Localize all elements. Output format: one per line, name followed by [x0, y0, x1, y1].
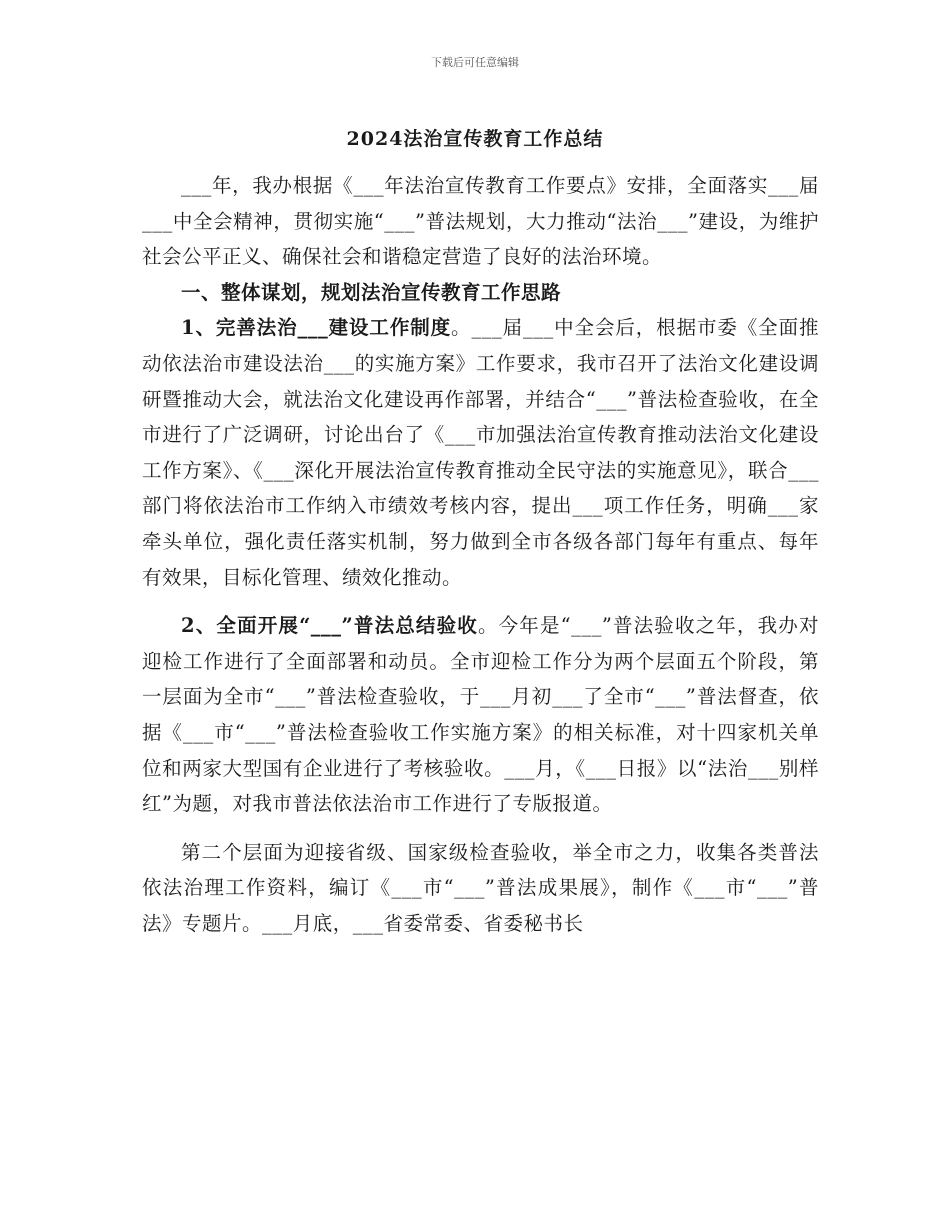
paragraph-item-2: [142, 608, 819, 822]
paragraph-text: 。___届___中全会后，根据市委《全面推动依法治市建设法治___的实施方案》工作要求，我市召开了法治文化建设调研暨推动大会，就法治文化建设再作部署，并结合“___”普法检查验收，在全市进行了广泛调研，讨论出台了《___市加强法治宣传教育推动法治文化建设工作方案》、《___深化开展法治宣传教育推动全民守法的实施意见》，联合___部门将依法治市工作纳入市绩效考核内容，提出___项工作任务，明确___家牵头单位，强化责任落实机制，努力做到全市各级各部门每年有重点、每年有效果，目标化管理、绩效化推动。: [142, 316, 819, 589]
paragraph-text: 第二个层面为迎接省级、国家级检查验收，举全市之力，收集各类普法依法治理工作资料，编订《___市“___”普法成果展》，制作《___市“___”普法》专题片。___月底，___省委常委、省委秘书长: [142, 840, 819, 935]
header-note: 下载后可任意编辑: [431, 56, 519, 69]
paragraph-intro: [142, 168, 819, 275]
paragraph-lead: 2、全面开展“___”普法总结验收: [181, 614, 478, 638]
paragraph-lead: 1、完善法治___建设工作制度: [181, 316, 452, 340]
document-title: 2024法治宣传教育工作总结: [346, 128, 604, 150]
paragraph-item-1: [142, 310, 819, 595]
paragraph-text: 。今年是“___”普法验收之年，我办对迎检工作进行了全面部署和动员。全市迎检工作分为两个层面五个阶段，第一层面为全市“___”普法检查验收，于___月初___了全市“___”普法督查，依据《___市“___”普法检查验收工作实施方案》的相关标准，对十四家机关单位和两家大型国有企业进行了考核验收。___月，《___日报》以“法治___别样红”为题，对我市普法依法治市工作进行了专版报道。: [142, 614, 819, 816]
paragraph-continued: [142, 835, 819, 942]
section-heading: 一、整体谋划，规划法治宣传教育工作思路: [181, 280, 562, 304]
document-body: [142, 168, 819, 941]
paragraph-text: ___年，我办根据《___年法治宣传教育工作要点》安排，全面落实___届___中全会精神，贯彻实施“___”普法规划，大力推动“法治___”建设，为维护社会公平正义、确保社会和谐稳定营造了良好的法治环境。: [142, 174, 819, 269]
